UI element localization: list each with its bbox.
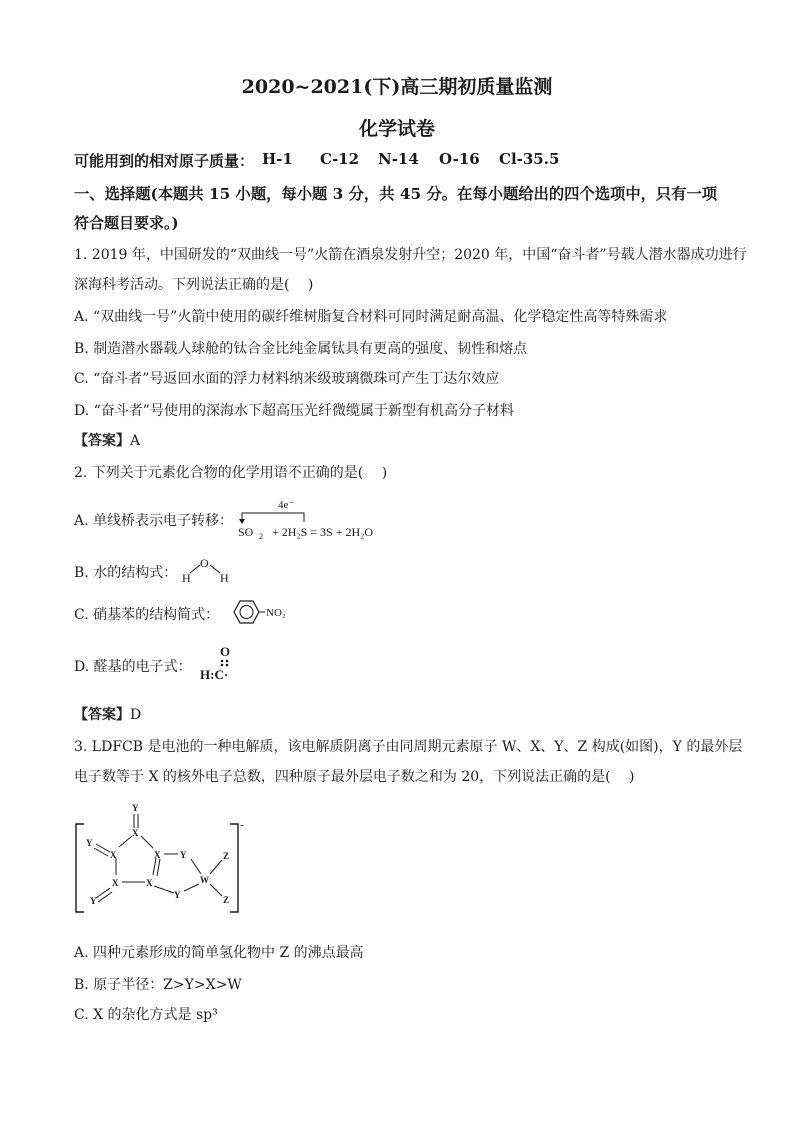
bond [210,884,222,896]
bond [154,886,174,893]
atom-x: X [112,878,119,888]
water-h-atom-left: H [182,571,191,585]
q3-option-b: B. 原子半径：Z>Y>X>W [74,977,242,993]
bracket-right [230,824,238,912]
water-h-atom-right: H [220,571,229,585]
bond [98,892,112,902]
q2-option-a: A. 单线桥表示电子转移： [74,513,234,529]
bond [210,860,222,874]
atomic-mass-h: H-1 [262,150,293,168]
q1-answer-value: A [130,433,141,449]
bond [191,859,201,874]
atomic-mass-o: O-16 [439,150,480,168]
exam-title: 2020~2021(下)高三期初质量监测 [241,76,553,98]
water-structure [176,552,236,588]
atom-x: X [154,850,161,860]
q3-stem-line1: 3. LDFCB 是电池的一种电解质，该电解质阴离子由同周期元素原子 W、X、Y、Z 构成(如图)，Y 的最外层 [74,739,743,755]
electron-dot [226,660,229,663]
aldehyde-electron-formula [196,640,246,684]
equation-rest: + 2H₂S = 3S + 2H₂O [272,525,374,539]
atomic-mass-label: 可能用到的相对原子质量： [74,152,255,170]
q3-option-c: C. X 的杂化方式是 sp³ [74,1007,218,1023]
atomic-mass-n: N-14 [378,150,419,168]
q2-option-b: B. 水的结构式： [74,565,178,581]
q1-answer [74,430,140,450]
q1-stem-line2: 深海科考活动。下列说法正确的是( ) [74,277,314,293]
nitro-group-label: NO₂ [266,607,286,619]
atom-y: Y [180,850,187,860]
bond [157,859,160,876]
atom-z-bottom: Z [223,895,230,905]
atom-z-top: Z [223,851,230,861]
q1-answer-tag: 【答案】 [74,433,130,449]
benzene-aromatic-circle [240,606,253,619]
water-o-atom: O [200,556,209,570]
section-heading-line1: 一、选择题(本题共 15 小题，每小题 3 分，共 45 分。在每小题给出的四个选项中，只有一项 [74,185,718,203]
atom-x: X [132,828,139,838]
water-bond-right [210,565,220,573]
q1-stem-line1: 1. 2019 年，中国研发的“双曲线一号”火箭在酒泉发射升空；2020 年，中国“奋斗者”号载人潜水器成功进行 [74,247,747,263]
bond [153,858,156,875]
aldehyde-o-atom: O [220,644,231,659]
exam-subtitle: 化学试卷 [358,118,435,140]
bracket-left [76,824,84,912]
so2-subscript: 2 [259,532,263,541]
benzene-ring [234,601,259,623]
atomic-mass-c: C-12 [320,150,360,168]
atom-x: X [110,850,117,860]
q2-answer [74,704,141,724]
atom-x: X [146,878,153,888]
q1-option-b: B. 制造潜水器载人球舱的钛合金比纯金属钛具有更高的强度、韧性和熔点 [74,341,528,357]
atom-y: Y [174,890,181,900]
electron-dot [221,664,224,667]
q2-answer-value: D [130,707,142,723]
q3-stem-line2: 电子数等于 X 的核外电子总数，四种原子最外层电子数之和为 20，下列说法正确的是( ) [74,769,635,785]
atom-y-top: Y [132,803,139,813]
nitrobenzene-structure [226,594,298,630]
bridge-arrow-right [268,513,304,522]
bridge-arrow-left [242,513,268,522]
aldehyde-hc-atoms: H:C· [200,667,229,682]
bond [119,836,132,847]
q1-option-d: D. “奋斗者”号使用的深海水下超高压光纤微缆属于新型有机高分子材料 [74,403,514,419]
atom-w: W [200,875,209,885]
section-heading-line2: 符合题目要求。) [74,214,179,232]
ldfcb-anion-structure [72,800,252,918]
atom-y-bottom: Y [90,896,97,906]
atomic-mass-cl: Cl-35.5 [499,150,560,168]
q1-option-c: C. “奋斗者”号返回水面的浮力材料纳米级玻璃微珠可产生丁达尔效应 [74,371,500,387]
so2-formula: SO [238,525,254,539]
electron-dot [226,664,229,667]
electron-dot [221,660,224,663]
atom-y-left: Y [86,838,93,848]
q1-option-a: A. “双曲线一号”火箭中使用的碳纤维树脂复合材料可同时满足耐高温、化学稳定性高等特殊需求 [74,309,668,325]
bridge-arrowhead [239,519,245,524]
electron-transfer-label: 4e⁻ [278,499,295,511]
water-bond-left [190,565,200,573]
q3-option-a: A. 四种元素形成的简单氢化物中 Z 的沸点最高 [74,945,364,961]
q2-answer-tag: 【答案】 [74,707,130,723]
bond [184,884,199,891]
bond [141,836,153,848]
q2-option-c: C. 硝基苯的结构简式： [74,607,220,623]
anion-charge: - [240,819,244,831]
q2-stem: 2. 下列关于元素化合物的化学用语不正确的是( ) [74,465,388,481]
bond [96,888,110,898]
q2-option-d: D. 醛基的电子式： [74,659,192,675]
single-bridge-equation [236,496,406,544]
